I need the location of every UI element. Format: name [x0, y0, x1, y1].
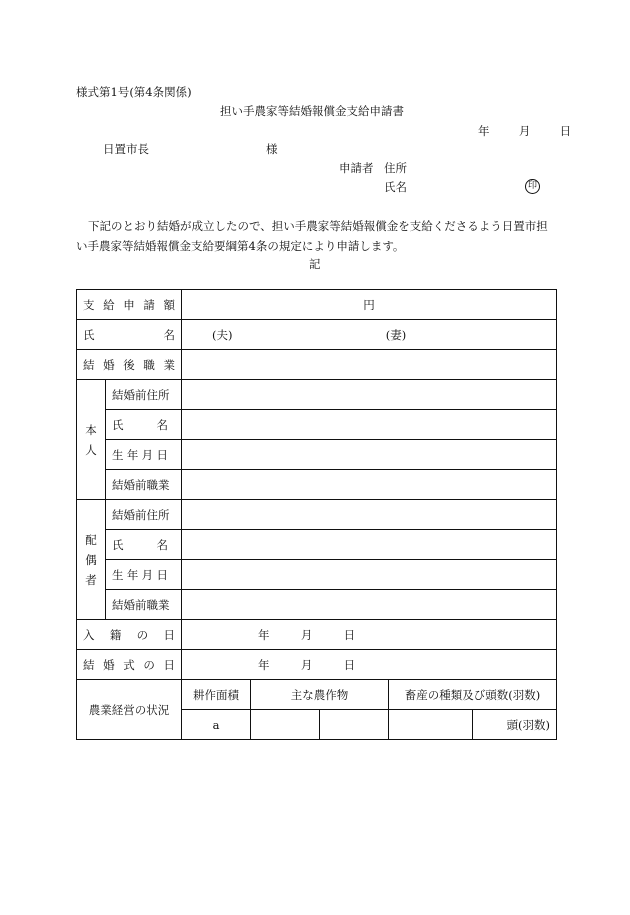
self-birth-char: 月 — [141, 447, 154, 462]
date-line — [478, 123, 571, 139]
farm-crops-header: 主な農作物 — [251, 680, 389, 710]
row-farm-header — [77, 680, 557, 710]
row-self-birth — [77, 440, 557, 470]
row-self-name — [77, 410, 557, 440]
seal-mark: 印 — [525, 179, 540, 194]
registry-month: 月 — [300, 627, 313, 642]
row-amount — [77, 290, 557, 320]
post-job-char: 業 — [163, 357, 175, 372]
row-spouse-name — [77, 530, 557, 560]
self-group-char: 人 — [85, 442, 97, 457]
farm-area-field[interactable] — [182, 710, 251, 740]
post-job-char: 結 — [83, 357, 95, 372]
husband-label: (夫) — [212, 327, 233, 342]
ceremony-char: 日 — [163, 657, 175, 672]
self-prev-job-field[interactable] — [182, 470, 557, 500]
wife-label: (妻) — [385, 327, 407, 342]
form-number: 様式第1号(第4条関係) — [76, 85, 192, 99]
amount-label-char: 請 — [143, 297, 155, 312]
spouse-group-char: 偶 — [85, 552, 97, 567]
row-registry — [77, 620, 557, 650]
spouse-prev-address-label: 結婚前住所 — [106, 500, 182, 530]
farm-livestock-header: 畜産の種類及び頭数(羽数) — [389, 680, 557, 710]
spouse-group-char: 者 — [85, 572, 97, 587]
self-name-label — [106, 410, 182, 440]
self-birth-char: 年 — [126, 447, 139, 462]
spouse-birth-char: 生 — [112, 567, 124, 582]
ki-label: 記 — [309, 257, 321, 271]
amount-label — [77, 290, 182, 320]
farm-area-header: 耕作面積 — [182, 680, 251, 710]
post-job-char: 後 — [123, 357, 135, 372]
self-name-char: 氏 — [112, 417, 124, 432]
self-name-field[interactable] — [182, 410, 557, 440]
farm-livestock-unit: 頭(羽数) — [506, 717, 551, 732]
addressee-honorific: 様 — [266, 142, 278, 156]
row-post-job — [77, 350, 557, 380]
date-month-label: 月 — [518, 124, 531, 138]
post-job-label — [77, 350, 182, 380]
spouse-birth-char: 月 — [141, 567, 154, 582]
registry-date-field[interactable] — [182, 620, 557, 650]
self-group-char: 本 — [85, 422, 97, 437]
spouse-birth-label — [106, 560, 182, 590]
self-name-char: 名 — [156, 417, 168, 432]
form-title: 担い手農家等結婚報償金支給申請書 — [220, 104, 404, 118]
name-label — [77, 320, 182, 350]
ceremony-day: 日 — [343, 657, 356, 672]
registry-char: 日 — [163, 627, 175, 642]
applicant-address-label: 住所 — [384, 161, 407, 175]
ceremony-char: 式 — [123, 657, 135, 672]
row-ceremony — [77, 650, 557, 680]
farm-livestock-type-field[interactable] — [389, 710, 473, 740]
self-birth-char: 生 — [112, 447, 124, 462]
row-spouse-birth — [77, 560, 557, 590]
date-year-label: 年 — [478, 124, 490, 138]
spouse-prev-job-label: 結婚前職業 — [106, 590, 182, 620]
self-birth-field[interactable] — [182, 440, 557, 470]
ceremony-char: 結 — [83, 657, 95, 672]
spouse-group-label — [77, 500, 106, 620]
amount-field[interactable] — [182, 290, 557, 320]
post-job-char: 婚 — [103, 357, 115, 372]
farm-label: 農業経営の状況 — [77, 680, 182, 740]
farm-area-unit: a — [212, 717, 220, 732]
amount-unit: 円 — [363, 297, 375, 312]
registry-char: 籍 — [109, 627, 122, 642]
farm-crop-2-field[interactable] — [320, 710, 389, 740]
name-label-char: 名 — [163, 327, 175, 342]
row-spouse-prev-address — [77, 500, 557, 530]
amount-label-char: 支 — [83, 297, 95, 312]
farm-crop-1-field[interactable] — [251, 710, 320, 740]
spouse-prev-job-field[interactable] — [182, 590, 557, 620]
row-name — [77, 320, 557, 350]
spouse-name-char: 名 — [156, 537, 168, 552]
self-birth-char: 日 — [156, 447, 168, 462]
addressee-name: 日置市長 — [103, 142, 149, 156]
spouse-group-char: 配 — [85, 532, 97, 547]
ceremony-char: 婚 — [103, 657, 115, 672]
amount-label-char: 給 — [103, 297, 115, 312]
spouse-name-label — [106, 530, 182, 560]
amount-label-char: 申 — [123, 297, 135, 312]
body-text: 下記のとおり結婚が成立したので、担い手農家等結婚報償金を支給くださるよう日置市担い手農家等結婚報償金支給要綱第4条の規定により申請します。 — [76, 219, 548, 253]
spouse-prev-address-field[interactable] — [182, 500, 557, 530]
row-self-prev-address — [77, 380, 557, 410]
ceremony-char: の — [143, 657, 155, 672]
spouse-name-field[interactable] — [182, 530, 557, 560]
spouse-birth-char: 年 — [126, 567, 139, 582]
farm-livestock-count-field[interactable] — [473, 710, 557, 740]
self-group-label — [77, 380, 106, 500]
ceremony-label — [77, 650, 182, 680]
applicant-label: 申請者 — [339, 161, 374, 175]
amount-label-char: 額 — [163, 297, 175, 312]
self-birth-label — [106, 440, 182, 470]
registry-char: 入 — [83, 627, 95, 642]
ceremony-date-field[interactable] — [182, 650, 557, 680]
ceremony-month: 月 — [300, 657, 313, 672]
self-prev-address-label: 結婚前住所 — [106, 380, 182, 410]
self-prev-job-label: 結婚前職業 — [106, 470, 182, 500]
registry-day: 日 — [343, 627, 356, 642]
spouse-name-char: 氏 — [112, 537, 124, 552]
row-self-prev-job — [77, 470, 557, 500]
post-job-field[interactable] — [182, 350, 557, 380]
row-spouse-prev-job — [77, 590, 557, 620]
name-field[interactable] — [182, 320, 557, 350]
registry-char: の — [136, 627, 149, 642]
self-prev-address-field[interactable] — [182, 380, 557, 410]
ceremony-year: 年 — [258, 657, 270, 672]
name-label-char: 氏 — [83, 327, 95, 342]
spouse-birth-field[interactable] — [182, 560, 557, 590]
date-day-label: 日 — [559, 124, 572, 138]
application-table — [76, 289, 557, 740]
registry-year: 年 — [258, 627, 270, 642]
post-job-char: 職 — [143, 357, 155, 372]
applicant-name-label: 氏名 — [384, 180, 407, 194]
spouse-birth-char: 日 — [156, 567, 168, 582]
registry-label — [77, 620, 182, 650]
